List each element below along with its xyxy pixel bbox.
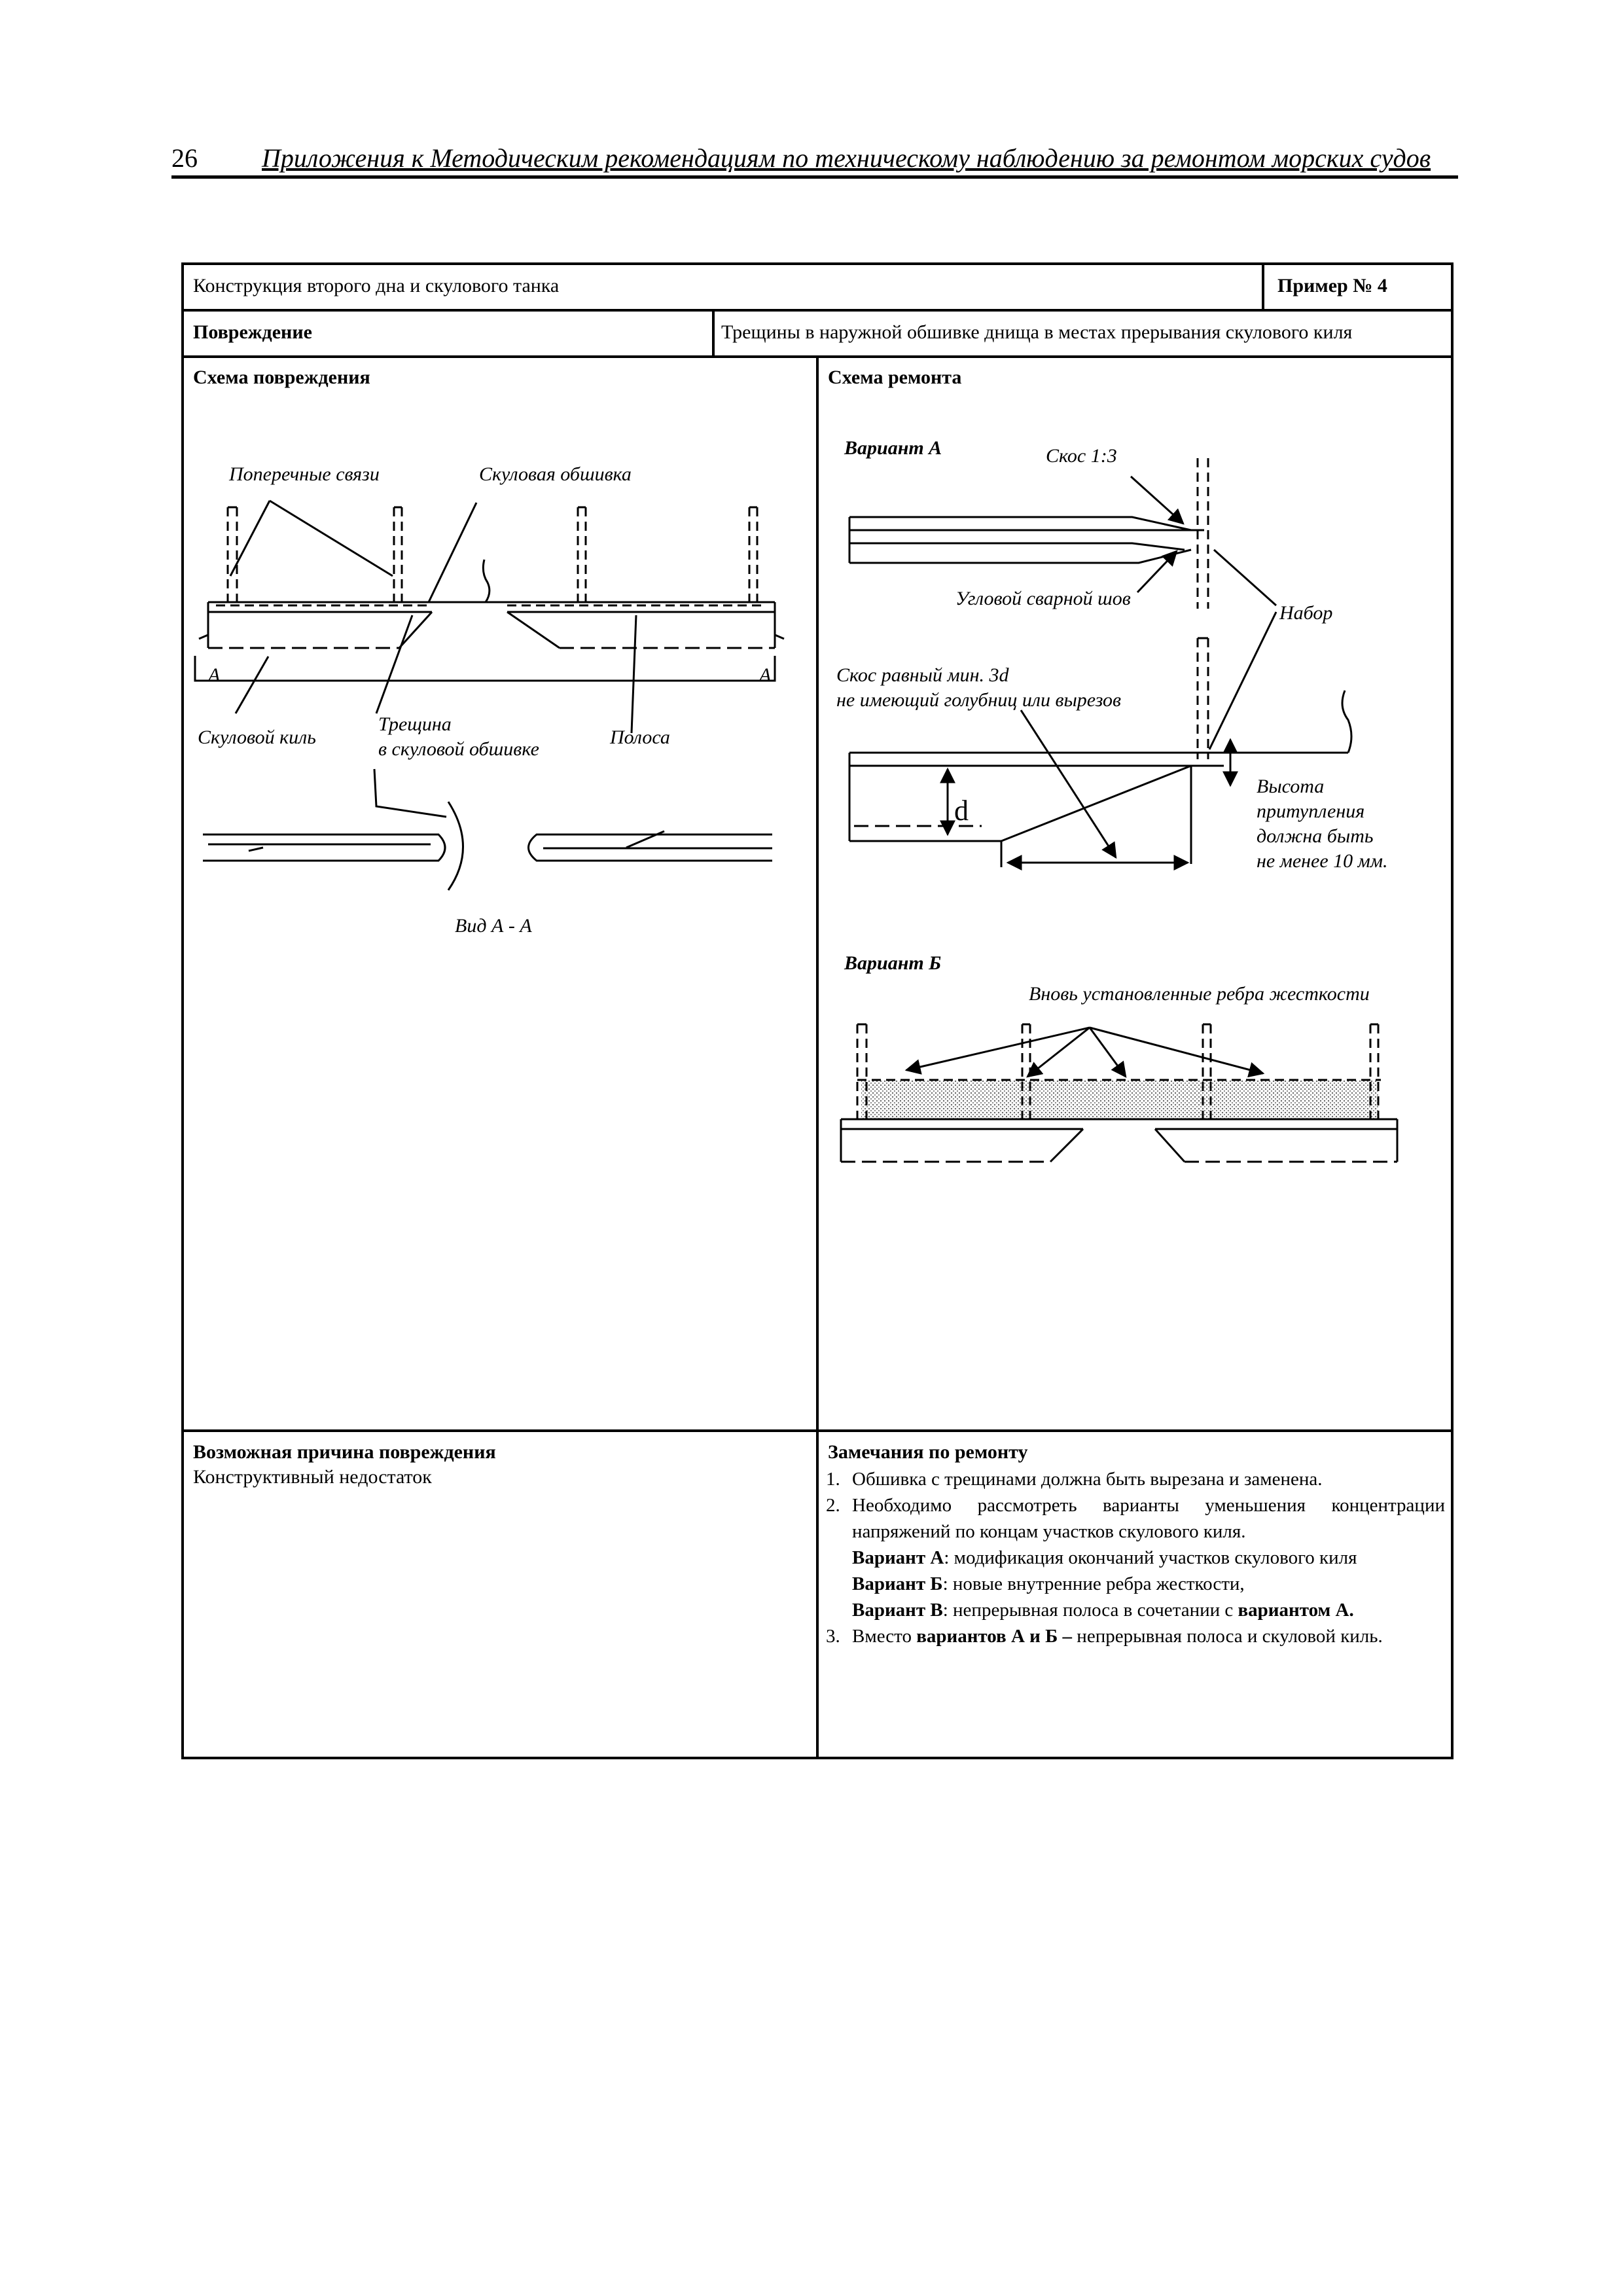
- remarks-label: Замечания по ремонту: [828, 1441, 1028, 1463]
- example-number: Пример № 4: [1277, 275, 1387, 296]
- label-bevel2-2: не имеющий голубниц или вырезов: [836, 689, 1122, 711]
- label-crack-1: Трещина: [378, 713, 452, 735]
- label-variant-a: Вариант А: [844, 437, 942, 459]
- construction-title: Конструкция второго дна и скулового танка: [193, 275, 560, 296]
- label-view-a-a: Вид А - А: [455, 915, 532, 937]
- remarks-item-1: 1. Обшивка с трещинами должна быть вырезана и заменена.: [826, 1469, 1323, 1490]
- label-height-2: притупления: [1257, 800, 1365, 822]
- label-strip: Полоса: [610, 726, 670, 748]
- label-section-a-right: A: [759, 664, 772, 686]
- label-height-4: не менее 10 мм.: [1257, 850, 1388, 872]
- page-number: 26: [171, 143, 198, 173]
- damage-label: Повреждение: [193, 321, 312, 343]
- label-height-1: Высота: [1257, 776, 1325, 797]
- remarks-variant-b: Вариант Б: новые внутренние ребра жесткости,: [852, 1573, 1245, 1594]
- cause-label: Возможная причина повреждения: [193, 1441, 496, 1463]
- label-bevel2-1: Скос равный мин. 3d: [836, 664, 1009, 686]
- label-section-a-left: A: [208, 664, 221, 686]
- label-crack-2: в скуловой обшивке: [378, 738, 539, 760]
- label-height-3: должна быть: [1257, 825, 1374, 847]
- label-variant-b: Вариант Б: [844, 952, 942, 974]
- label-d: d: [954, 795, 969, 827]
- remarks-list: [826, 1466, 1445, 1649]
- remarks-item-3: 3. Вместо вариантов А и Б – непрерывная полоса и скуловой киль.: [826, 1626, 1383, 1647]
- label-transverse: Поперечные связи: [229, 463, 380, 485]
- remarks-variant-v: Вариант В: непрерывная полоса в сочетании с вариантом А.: [852, 1600, 1354, 1621]
- cause-text: Конструктивный недостаток: [193, 1466, 432, 1488]
- damage-scheme-label: Схема повреждения: [193, 367, 370, 388]
- page-title: Приложения к Методическим рекомендациям по техническому наблюдению за ремонтом морских судов: [262, 143, 1431, 173]
- label-bilge-plating: Скуловая обшивка: [479, 463, 632, 485]
- label-fillet-weld: Угловой сварной шов: [955, 588, 1131, 609]
- label-bilge-keel: Скуловой киль: [198, 726, 316, 748]
- remarks-item-2: 2. Необходимо рассмотреть варианты уменьшения концентрации напряжений по концам участков скулового киля.: [826, 1495, 1445, 1542]
- damage-text: Трещины в наружной обшивке днища в местах прерывания скулового киля: [721, 321, 1353, 343]
- repair-scheme-label: Схема ремонта: [828, 367, 962, 388]
- label-framing: Набор: [1279, 602, 1333, 624]
- label-bevel: Скос 1:3: [1046, 445, 1117, 467]
- label-stiffeners: Вновь установленные ребра жесткости: [1029, 983, 1370, 1005]
- remarks-variant-a: Вариант А: модификация окончаний участков скулового киля: [852, 1547, 1357, 1568]
